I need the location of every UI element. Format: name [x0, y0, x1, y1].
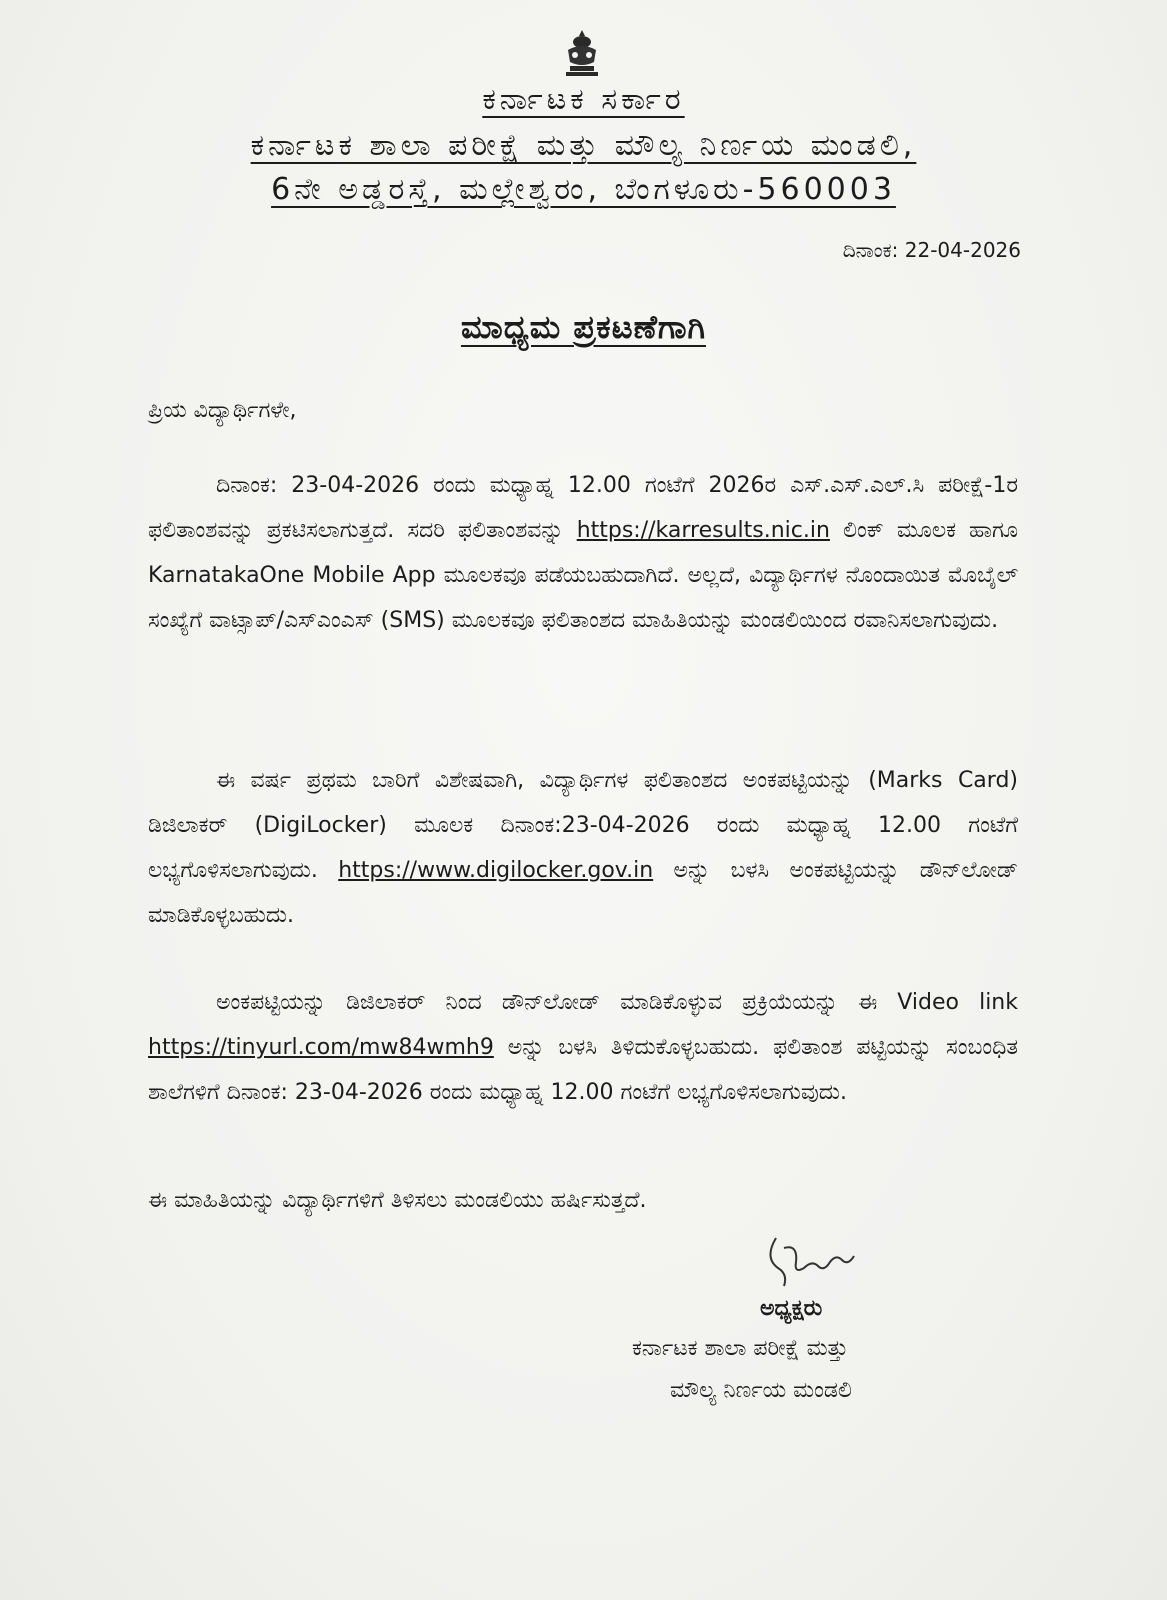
signatory-org-line-2: ಮೌಲ್ಯ ನಿರ್ಣಯ ಮಂಡಲಿ [670, 1378, 852, 1403]
closing-line: ಈ ಮಾಹಿತಿಯನ್ನು ವಿದ್ಯಾರ್ಥಿಗಳಿಗೆ ತಿಳಿಸಲು ಮಂಡಲಿಯು ಹರ್ಷಿಸುತ್ತದೆ. [148, 1188, 647, 1213]
document-title: ಮಾಧ್ಯಮ ಪ್ರಕಟಣೆಗಾಗಿ [460, 308, 706, 346]
signature-mark [758, 1228, 868, 1292]
header-government: ಕರ್ನಾಟಕ ಸರ್ಕಾರ [482, 82, 685, 117]
video-tutorial-link[interactable]: https://tinyurl.com/mw84wmh9 [148, 1035, 494, 1060]
state-emblem-icon [560, 28, 604, 78]
header-board-name: ಕರ್ನಾಟಕ ಶಾಲಾ ಪರೀಕ್ಷೆ ಮತ್ತು ಮೌಲ್ಯ ನಿರ್ಣಯ ಮಂಡಲಿ, [250, 128, 917, 163]
digilocker-link[interactable]: https://www.digilocker.gov.in [338, 858, 654, 883]
karresults-link[interactable]: https://karresults.nic.in [576, 518, 830, 543]
signatory-title: ಅಧ್ಯಕ್ಷರು [760, 1296, 823, 1321]
header-address: 6ನೇ ಅಡ್ಡರಸ್ತೆ, ಮಲ್ಲೇಶ್ವರಂ, ಬೆಂಗಳೂರು-560003 [271, 172, 896, 207]
greeting: ಪ್ರಿಯ ವಿದ್ಯಾರ್ಥಿಗಳೇ, [148, 398, 297, 423]
issue-date: ದಿನಾಂಕ: 22-04-2026 [842, 238, 1021, 262]
paragraph-digilocker: ಈ ವರ್ಷ ಪ್ರಥಮ ಬಾರಿಗೆ ವಿಶೇಷವಾಗಿ, ವಿದ್ಯಾರ್ಥಿಗಳ ಫಲಿತಾಂಶದ ಅಂಕಪಟ್ಟಿಯನ್ನು (Marks Card) ಡಿಜಿಲಾಕರ್ (DigiLocker) ಮೂಲಕ ದಿನಾಂಕ:23-04-2026 ರಂದು ಮಧ್ಯಾಹ್ನ 12.00 ಗಂಟೆಗೆ ಲಭ್ಯಗೊಳಿಸಲಾಗುವುದು. https://www.digilocker.gov.in ಅನ್ನು ಬಳಸಿ ಅಂಕಪಟ್ಟಿಯನ್ನು ಡೌನ್‌ಲೋಡ್ ಮಾಡಿಕೊಳ್ಳಬಹುದು. [148, 768, 1019, 928]
paragraph-results-announcement: ದಿನಾಂಕ: 23-04-2026 ರಂದು ಮಧ್ಯಾಹ್ನ 12.00 ಗಂಟೆಗೆ 2026ರ ಎಸ್.ಎಸ್.ಎಲ್.ಸಿ ಪರೀಕ್ಷೆ-1ರ ಫಲಿತಾಂಶವನ್ನು ಪ್ರಕಟಿಸಲಾಗುತ್ತದೆ. ಸದರಿ ಫಲಿತಾಂಶವನ್ನು https://karresults.nic.in ಲಿಂಕ್ ಮೂಲಕ ಹಾಗೂ KarnatakaOne Mobile App ಮೂಲಕವೂ ಪಡೆಯಬಹುದಾಗಿದೆ. ಅಲ್ಲದೆ, ವಿದ್ಯಾರ್ಥಿಗಳ ನೊಂದಾಯಿತ ಮೊಬೈಲ್ ಸಂಖ್ಯೆಗೆ ವಾಟ್ಸಾಪ್/ಎಸ್‌ಎಂಎಸ್ (SMS) ಮೂಲಕವೂ ಫಲಿತಾಂಶದ ಮಾಹಿತಿಯನ್ನು ಮಂಡಲಿಯಿಂದ ರವಾನಿಸಲಾಗುವುದು. [148, 473, 1018, 633]
paragraph-video-link: ಅಂಕಪಟ್ಟಿಯನ್ನು ಡಿಜಿಲಾಕರ್ ನಿಂದ ಡೌನ್‌ಲೋಡ್ ಮಾಡಿಕೊಳ್ಳುವ ಪ್ರಕ್ರಿಯೆಯನ್ನು ಈ Video link https://tinyurl.com/mw84wmh9 ಅನ್ನು ಬಳಸಿ ತಿಳಿದುಕೊಳ್ಳಬಹುದು. ಫಲಿತಾಂಶ ಪಟ್ಟಿಯನ್ನು ಸಂಬಂಧಿತ ಶಾಲೆಗಳಿಗೆ ದಿನಾಂಕ: 23-04-2026 ರಂದು ಮಧ್ಯಾಹ್ನ 12.00 ಗಂಟೆಗೆ ಲಭ್ಯಗೊಳಿಸಲಾಗುವುದು. [148, 990, 1018, 1105]
signatory-org-line-1: ಕರ್ನಾಟಕ ಶಾಲಾ ಪರೀಕ್ಷೆ ಮತ್ತು [632, 1336, 849, 1361]
